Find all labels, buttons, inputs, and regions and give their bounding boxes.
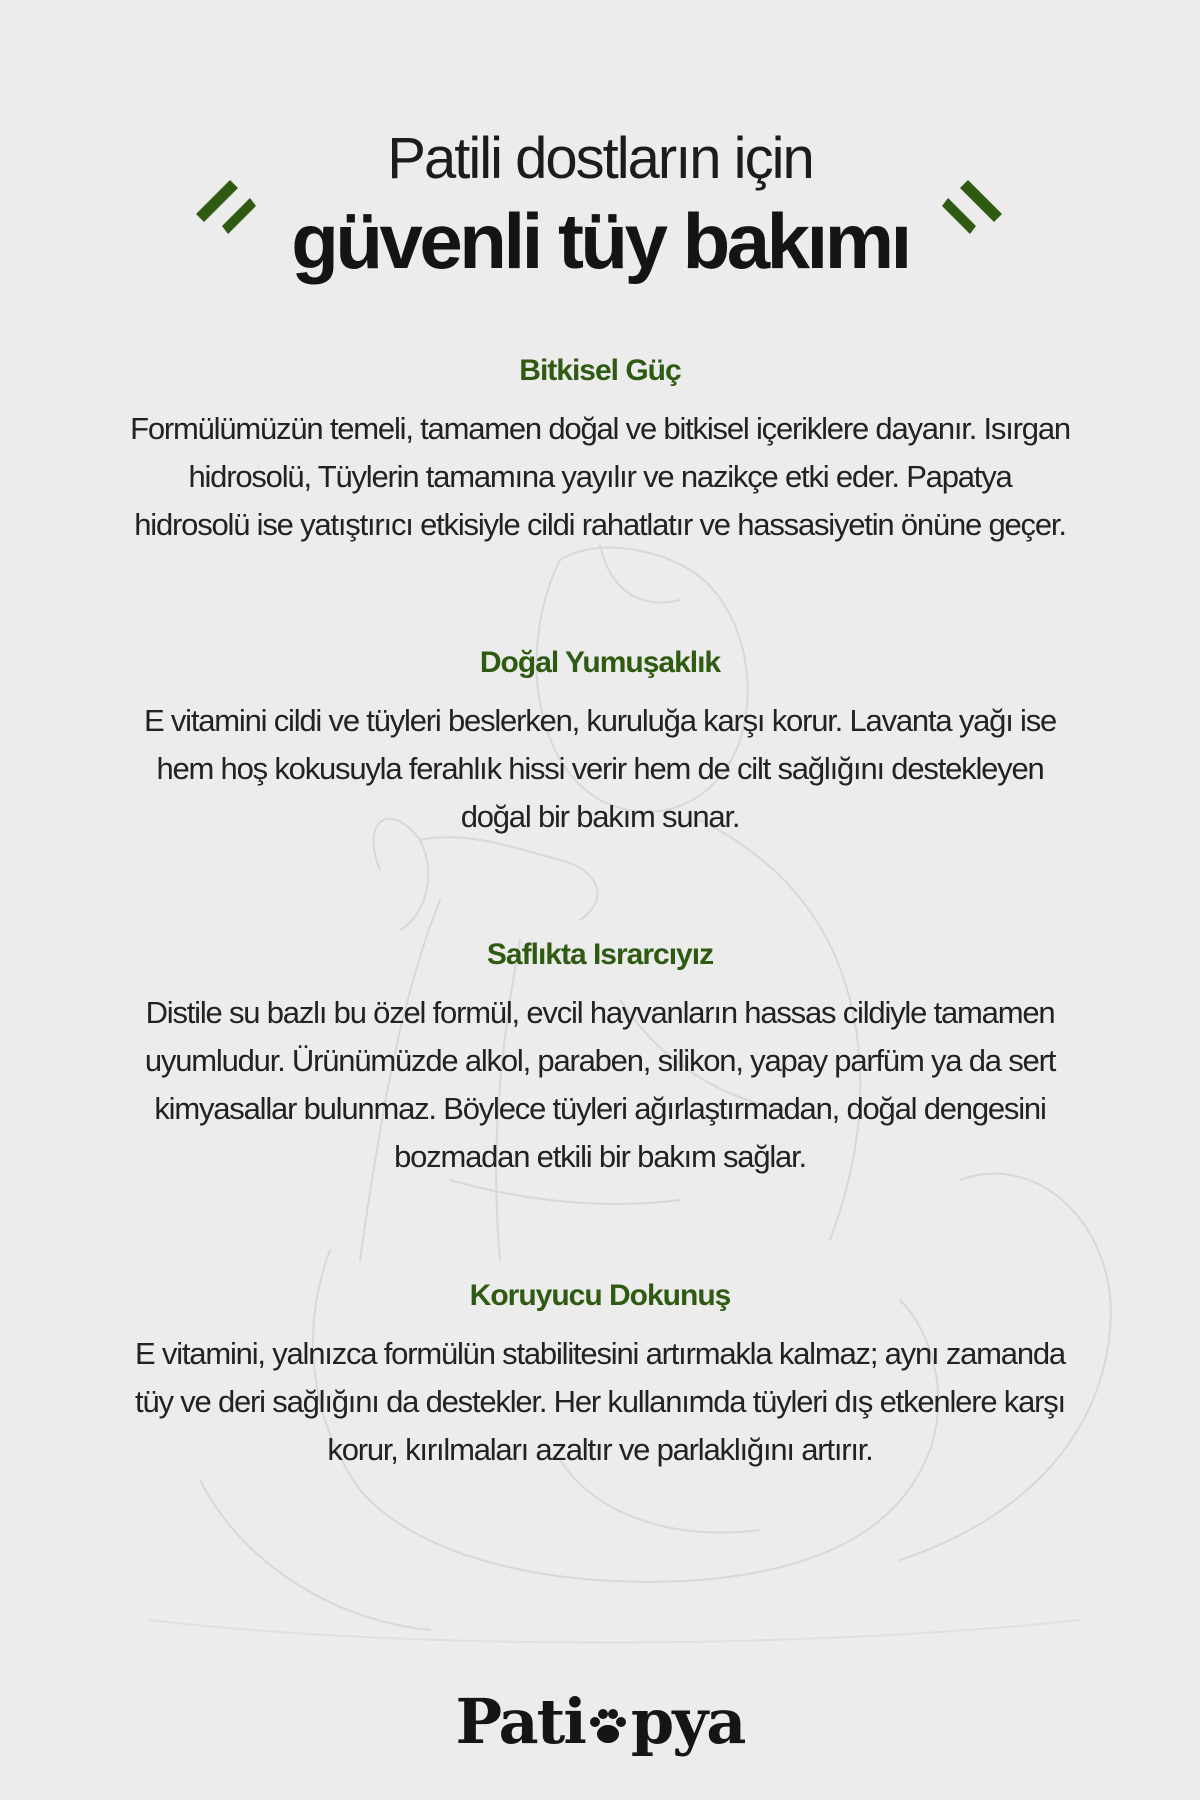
section-dogal-yumusaklik xyxy=(130,643,1070,841)
header xyxy=(0,118,1200,286)
page-title: güvenli tüy bakımı xyxy=(291,197,909,285)
logo-text-end: pya xyxy=(630,1685,745,1758)
section-heading: Bitkisel Güç xyxy=(519,354,681,387)
section-koruyucu-dokunus xyxy=(130,1276,1070,1474)
paw-icon xyxy=(586,1705,630,1749)
brand-logo xyxy=(0,1682,1200,1762)
section-body: E vitamini cildi ve tüyleri beslerken, kuruluğa karşı korur. Lavanta yağı ise hem hoş kokusuyla ferahlık hissi verir hem de cilt sağlığını destekleyen doğal bir bakım sunar. xyxy=(143,703,1057,834)
section-heading: Koruyucu Dokunuş xyxy=(469,1279,731,1312)
logo-text-start: Pati xyxy=(455,1685,585,1758)
section-heading: Saflıkta Israrcıyız xyxy=(486,938,714,971)
section-body: E vitamini, yalnızca formülün stabilitesini artırmakla kalmaz; aynı zamanda tüy ve deri sağlığını da destekler. Her kullanımda tüyleri dış etkenlere karşı korur, kırılmaları azaltır ve parlaklığını artırır. xyxy=(135,1336,1065,1467)
section-body: Distile su bazlı bu özel formül, evcil hayvanların hassas cildiyle tamamen uyumludur. Ürünümüzde alkol, paraben, silikon, yapay parfüm ya da sert kimyasallar bulunmaz. Böylece tüyleri ağırlaştırmadan, doğal dengesini bozmadan etkili bir bakım sağlar. xyxy=(144,995,1056,1174)
section-body: Formülümüzün temeli, tamamen doğal ve bitkisel içeriklere dayanır. Isırgan hidrosolü, Tüylerin tamamına yayılır ve nazikçe etki eder. Papatya hidrosolü ise yatıştırıcı etkisiyle cildi rahatlatır ve hassasiyetin önüne geçer. xyxy=(130,411,1070,542)
subtitle: Patili dostların için xyxy=(387,126,813,191)
section-heading: Doğal Yumuşaklık xyxy=(479,646,721,679)
section-saflikta-israrciyiz xyxy=(130,935,1070,1181)
section-bitkisel-guc xyxy=(130,351,1070,549)
